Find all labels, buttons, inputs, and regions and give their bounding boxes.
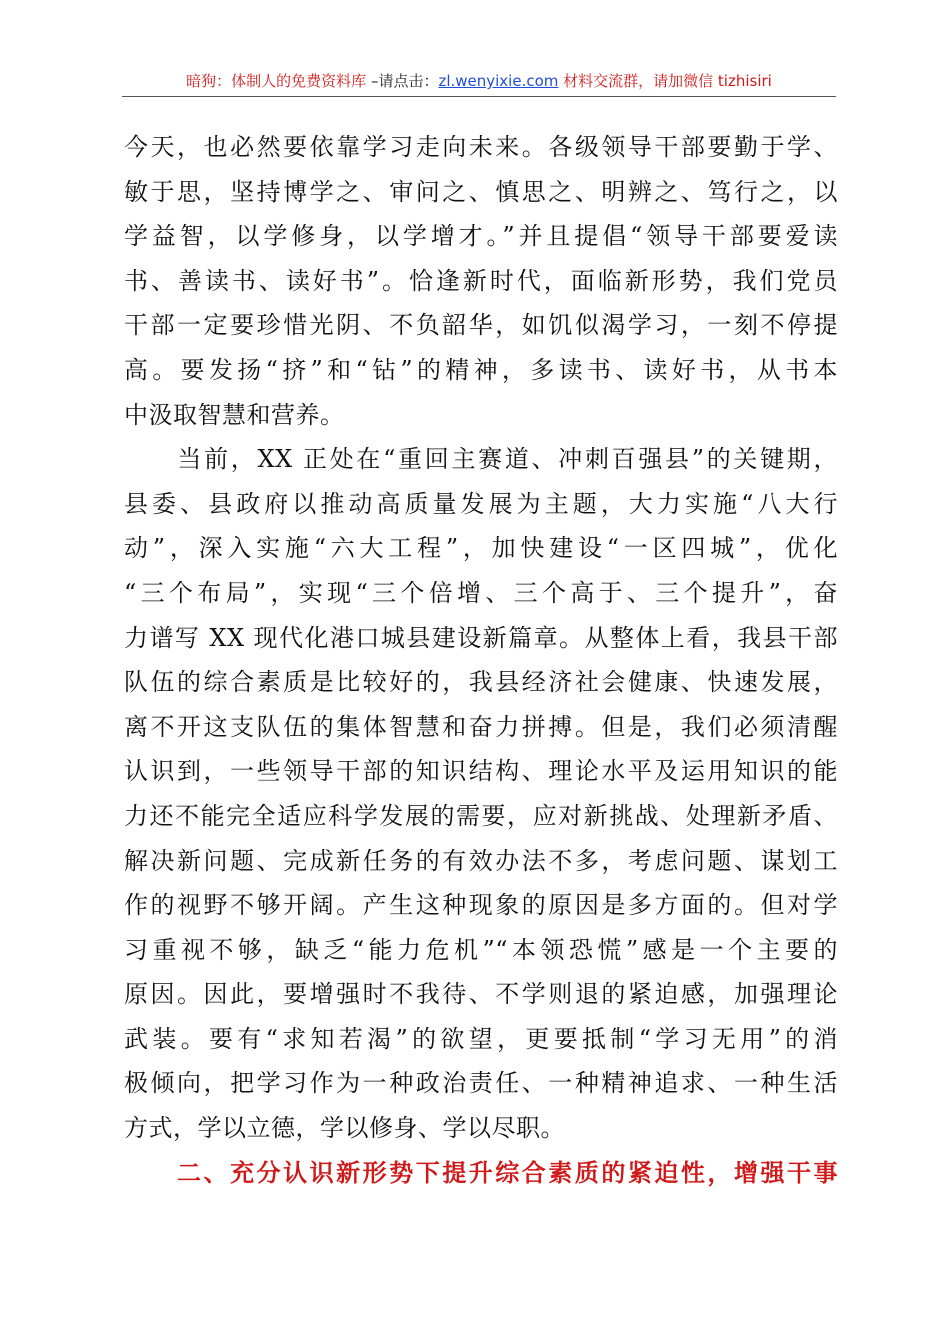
text-line: 力还不能完全适应科学发展的需要，应对新挑战、处理新矛盾、 [124, 801, 838, 830]
text-line: 书、善读书、读好书”。恰逢新时代，面临新形势，我们党员 [124, 266, 838, 295]
page-header [122, 68, 836, 94]
text-line: 解决新问题、完成新任务的有效办法不多，考虑问题、谋划工 [124, 846, 838, 875]
text-line: 干部一定要珍惜光阴、不负韶华，如饥似渴学习，一刻不停提 [124, 311, 838, 340]
text-line: 认识到，一些领导干部的知识结构、理论水平及运用知识的能 [124, 757, 838, 786]
text-line: 当前，XX 正处在“重回主赛道、冲刺百强县”的关键期， [124, 445, 838, 474]
text-line: “三个布局”，实现“三个倍增、三个高于、三个提升”，奋 [124, 578, 838, 607]
text-line: 极倾向，把学习作为一种政治责任、一种精神追求、一种生活 [124, 1069, 838, 1098]
text-line: 力谱写 XX 现代化港口城县建设新篇章。从整体上看，我县干部 [124, 623, 838, 652]
text-line: 今天，也必然要依靠学习走向未来。各级领导干部要勤于学、 [124, 133, 838, 161]
text-line: 队伍的综合素质是比较好的，我县经济社会健康、快速发展， [124, 668, 838, 697]
text-line: 县委、县政府以推动高质量发展为主题，大力实施“八大行 [124, 489, 838, 518]
text-line: 方式，学以立德，学以修身、学以尽职。 [124, 1114, 565, 1143]
text-line: 高。要发扬“挤”和“钻”的精神，多读书、读好书，从书本 [124, 355, 838, 384]
text-line: 敏于思，坚持博学之、审问之、慎思之、明辨之、笃行之，以 [124, 177, 838, 206]
text-line: 中汲取智慧和营养。 [124, 400, 345, 429]
header-link[interactable]: zl.wenyixie.com [438, 72, 559, 90]
header-click-prompt: –请点击： [366, 72, 439, 90]
header-contact: 材料交流群，请加微信 tizhisiri [558, 72, 772, 90]
document-body [124, 125, 838, 1195]
text-line: 学益智，以学修身，以学增才。”并且提倡“领导干部要爱读 [124, 222, 838, 251]
text-line: 动”，深入实施“六大工程”，加快建设“一区四城”，优化 [124, 534, 838, 563]
text-line: 原因。因此，要增强时不我待、不学则退的紧迫感，加强理论 [124, 980, 838, 1009]
header-site-name: 暗狗：体制人的免费资料库 [186, 72, 367, 90]
section-heading: 二、充分认识新形势下提升综合素质的紧迫性，增强干事 [124, 1158, 838, 1187]
text-line: 武装。要有“求知若渴”的欲望，更要抵制“学习无用”的消 [124, 1024, 838, 1053]
text-line: 离不开这支队伍的集体智慧和奋力拼搏。但是，我们必须清醒 [124, 712, 838, 741]
header-divider [122, 96, 836, 97]
text-line: 作的视野不够开阔。产生这种现象的原因是多方面的。但对学 [124, 891, 838, 920]
text-line: 习重视不够，缺乏“能力危机”“本领恐慌”感是一个主要的 [124, 935, 838, 964]
